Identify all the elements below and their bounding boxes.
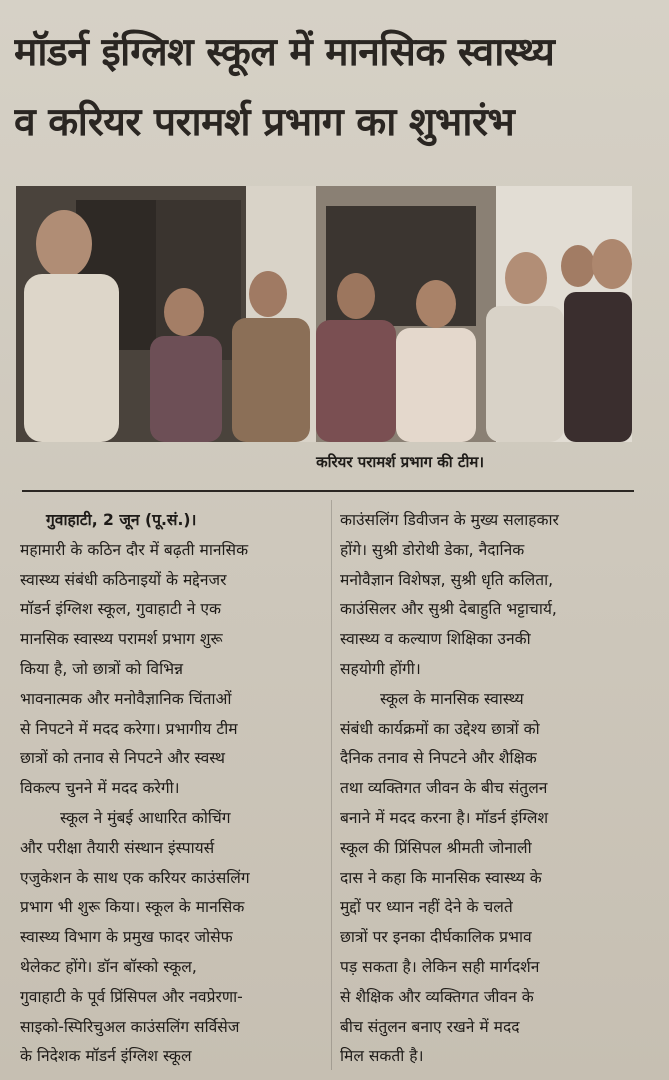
text-line: भावनात्मक और मनोवैज्ञानिक चिंताओं: [20, 689, 232, 708]
photo-caption-bar: [16, 446, 632, 482]
text-line: मनोवैज्ञान विशेषज्ञ, सुश्री धृति कलिता,: [340, 570, 554, 589]
text-line: से निपटने में मदद करेगा। प्रभागीय टीम: [20, 719, 238, 738]
text-line: पड़ सकता है। लेकिन सही मार्गदर्शन: [340, 957, 540, 976]
article-column-right: [340, 506, 640, 1072]
article-column-left: [20, 506, 325, 1072]
text-line: साइको-स्पिरिचुअल काउंसलिंग सर्विसेज: [20, 1017, 240, 1036]
text-line: गुवाहाटी के पूर्व प्रिंसिपल और नवप्रेरणा-: [20, 987, 243, 1006]
text-line: के निदेशक मॉडर्न इंग्लिश स्कूल: [20, 1047, 192, 1066]
text-line: मिल सकती है।: [340, 1047, 424, 1066]
text-line: विकल्प चुनने में मदद करेगी।: [20, 779, 180, 798]
text-line: बनाने में मदद करना है। मॉडर्न इंग्लिश: [340, 808, 549, 827]
column-divider: [331, 500, 332, 1070]
text-line: मुद्दों पर ध्यान नहीं देने के चलते: [340, 898, 513, 917]
headline-line-2: व करियर परामर्श प्रभाग का शुभारंभ: [14, 100, 515, 145]
text-line: महामारी के कठिन दौर में बढ़ती मानसिक: [20, 540, 249, 559]
text-line: स्वास्थ्य संबंधी कठिनाइयों के मद्देनजर: [20, 570, 227, 589]
text-line: से शैक्षिक और व्यक्तिगत जीवन के: [340, 987, 534, 1006]
text-line: स्वास्थ्य व कल्याण शिक्षिका उनकी: [340, 630, 531, 649]
text-line: मॉडर्न इंग्लिश स्कूल, गुवाहाटी ने एक: [20, 600, 221, 619]
text-line: स्कूल ने मुंबई आधारित कोचिंग: [60, 808, 231, 827]
text-line: होंगे। सुश्री डोरोथी डेका, नैदानिक: [340, 540, 525, 559]
text-line: बीच संतुलन बनाए रखने में मदद: [340, 1017, 520, 1036]
team-photo: [16, 186, 632, 442]
text-line: प्रभाग भी शुरू किया। स्कूल के मानसिक: [20, 898, 245, 917]
text-line: सहयोगी होंगी।: [340, 659, 421, 678]
text-line: छात्रों पर इनका दीर्घकालिक प्रभाव: [340, 928, 532, 947]
text-line: दास ने कहा कि मानसिक स्वास्थ्य के: [340, 868, 542, 887]
text-line: एजुकेशन के साथ एक करियर काउंसलिंग: [20, 868, 250, 887]
text-line: तथा व्यक्तिगत जीवन के बीच संतुलन: [340, 779, 548, 798]
text-line: स्वास्थ्य विभाग के प्रमुख फादर जोसेफ: [20, 928, 233, 947]
section-rule: [22, 490, 634, 492]
text-line: मानसिक स्वास्थ्य परामर्श प्रभाग शुरू: [20, 630, 223, 649]
text-line: और परीक्षा तैयारी संस्थान इंस्पायर्स: [20, 838, 215, 857]
text-line: छात्रों को तनाव से निपटने और स्वस्थ: [20, 749, 226, 768]
photo-caption: करियर परामर्श प्रभाग की टीम।: [316, 453, 484, 471]
headline: [14, 18, 654, 158]
text-line: संबंधी कार्यक्रमों का उद्देश्य छात्रों को: [340, 719, 540, 738]
text-line: थेलेकट होंगे। डॉन बॉस्को स्कूल,: [20, 957, 197, 976]
text-line: स्कूल के मानसिक स्वास्थ्य: [380, 689, 524, 708]
dateline: गुवाहाटी, 2 जून (पू.सं.)।: [46, 511, 197, 529]
headline-line-1: मॉडर्न इंग्लिश स्कूल में मानसिक स्वास्थ्य: [14, 30, 555, 75]
text-line: किया है, जो छात्रों को विभिन्न: [20, 659, 183, 678]
text-line: दैनिक तनाव से निपटने और शैक्षिक: [340, 749, 537, 768]
text-line: काउंसिलर और सुश्री देबाहुति भट्टाचार्य,: [340, 600, 557, 619]
text-line: स्कूल की प्रिंसिपल श्रीमती जोनाली: [340, 838, 532, 857]
text-line: काउंसलिंग डिवीजन के मुख्य सलाहकार: [340, 511, 559, 529]
